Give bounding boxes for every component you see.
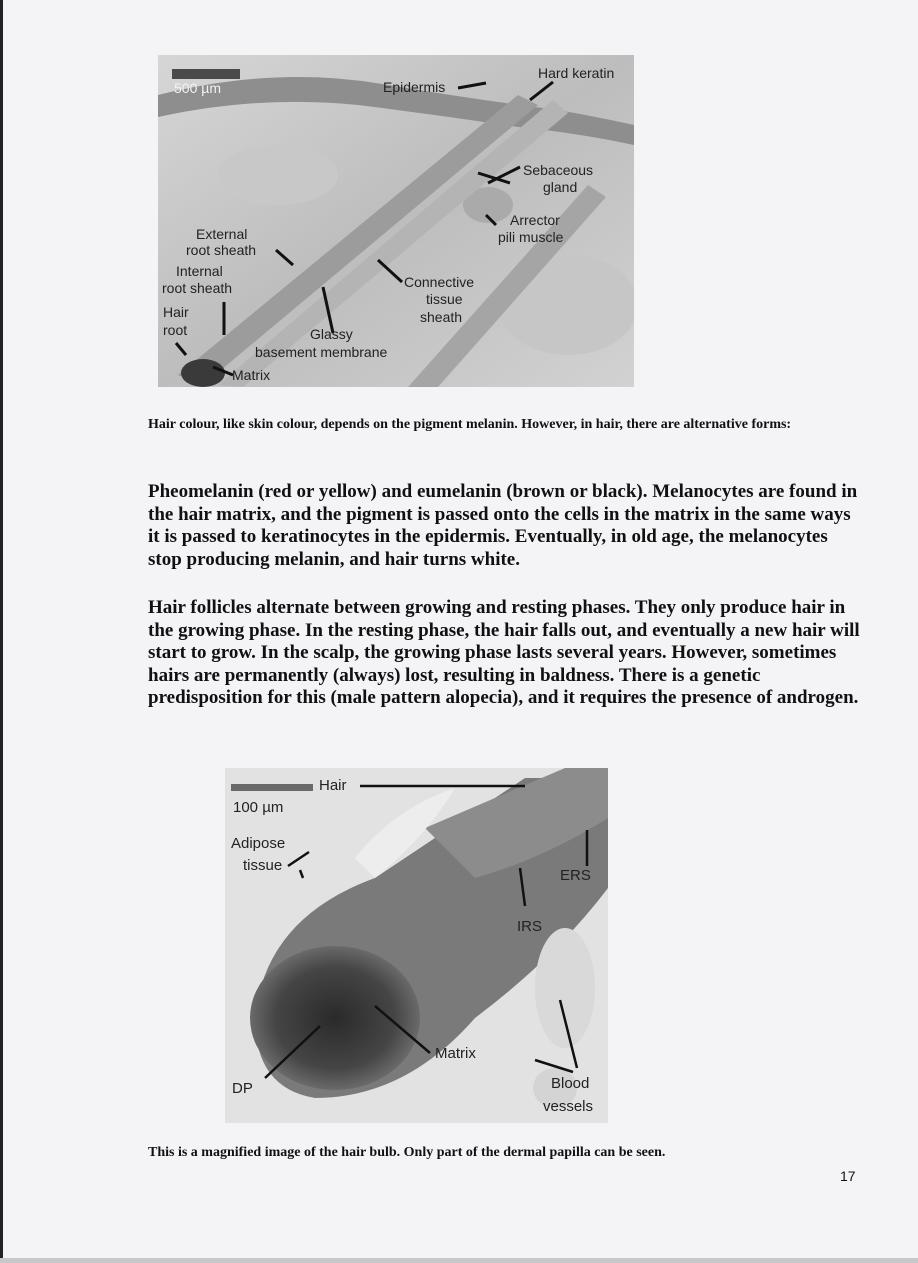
label-epidermis: Epidermis (383, 79, 446, 95)
label-connective-2: tissue (426, 291, 463, 307)
label-matrix: Matrix (232, 367, 271, 383)
label-sebaceous-1: Sebaceous (523, 162, 594, 178)
label-external-1: External (196, 226, 248, 242)
label-glassy-1: Glassy (310, 326, 353, 342)
label-hair-root-1: Hair (163, 304, 189, 320)
label-arrector-2: pili muscle (498, 229, 564, 245)
label-hair-root-2: root (163, 322, 188, 338)
scale-label: 500 µm (174, 80, 221, 96)
figure1-caption: Hair colour, like skin colour, depends on the pigment melanin. However, in hair, there are alternative forms: (148, 417, 792, 432)
label-connective-3: sheath (420, 309, 463, 325)
figure-hair-bulb (225, 768, 608, 1123)
label-arrector-1: Arrector (510, 212, 560, 228)
label-matrix: Matrix (435, 1045, 476, 1062)
label-irs: IRS (517, 918, 543, 935)
figure-hair-follicle (158, 55, 634, 387)
scale-bar (172, 69, 240, 79)
page-left-edge (0, 0, 3, 1263)
scale-label: 100 µm (233, 799, 284, 816)
label-connective-1: Connective (404, 274, 475, 290)
label-blood-1: Blood (551, 1075, 590, 1092)
label-adipose-1: Adipose (231, 835, 286, 852)
page-number: 17 (840, 1168, 856, 1184)
label-glassy-2: basement membrane (255, 344, 388, 360)
label-external-2: root sheath (186, 242, 257, 258)
label-dp: DP (232, 1080, 253, 1097)
label-adipose-2: tissue (243, 857, 283, 874)
scale-bar (231, 784, 313, 791)
label-blood-2: vessels (543, 1098, 594, 1115)
label-hard-keratin: Hard keratin (538, 65, 615, 81)
paragraph-melanin: Pheomelanin (red or yellow) and eumelanin (brown or black). Melanocytes are found in the hair matrix, and the pigment is passed onto the cells in the matrix in the same ways it is passed to keratinocytes in the epidermis. Eventually, in old age, the melanocytes stop producing melanin, and hair turns white. (148, 481, 858, 570)
label-hair: Hair (319, 777, 347, 794)
label-sebaceous-2: gland (543, 179, 578, 195)
label-internal-2: root sheath (162, 280, 233, 296)
figure2-caption: This is a magnified image of the hair bulb. Only part of the dermal papilla can be seen. (148, 1145, 666, 1160)
label-internal-1: Internal (176, 263, 223, 279)
label-ers: ERS (560, 867, 591, 884)
paragraph-growth-phases: Hair follicles alternate between growing and resting phases. They only produce hair in the growing phase. In the resting phase, the hair falls out, and eventually a new hair will start to grow. In the scalp, the growing phase lasts several years. However, sometimes hairs are permanently (always) lost, resulting in baldness. There is a genetic predisposition for this (male pattern alopecia), and it requires the presence of androgen. (148, 597, 860, 708)
page-bottom-edge (0, 1258, 918, 1263)
